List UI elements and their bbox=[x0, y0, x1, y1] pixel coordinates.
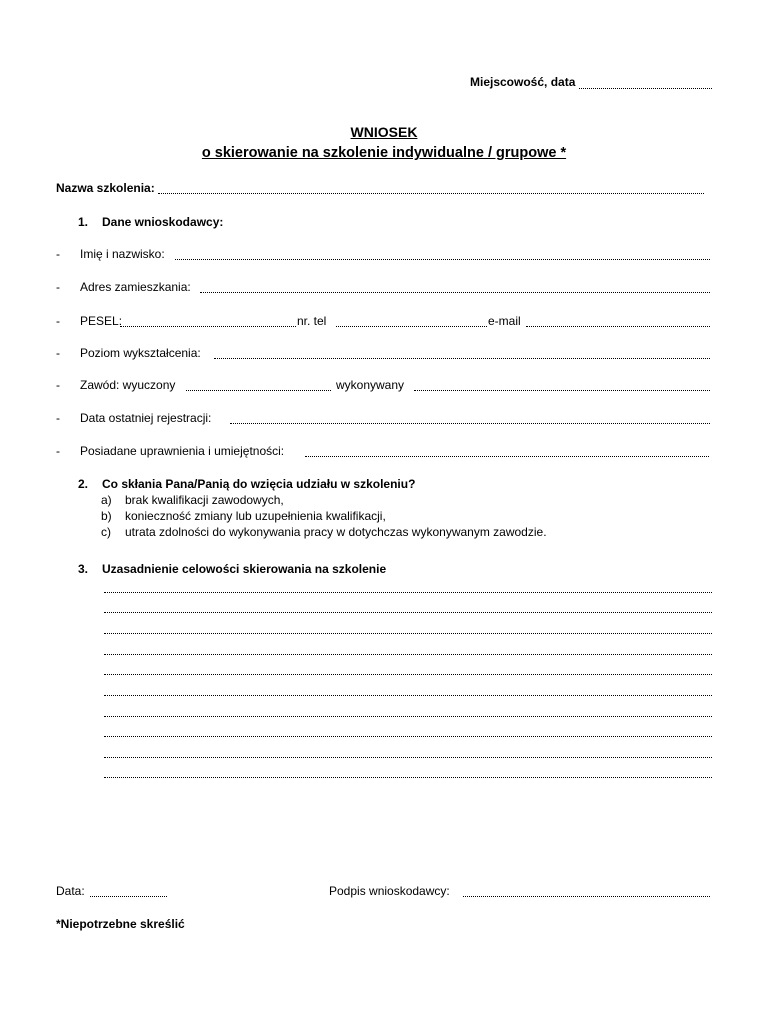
option-a-text: brak kwalifikacji zawodowych, bbox=[125, 493, 284, 507]
section3-heading: Uzasadnienie celowości skierowania na szkolenie bbox=[102, 562, 387, 576]
training-name-label: Nazwa szkolenia: bbox=[56, 181, 155, 195]
last-registration-label: Data ostatniej rejestracji: bbox=[80, 411, 212, 425]
address-label: Adres zamieszkania: bbox=[80, 280, 191, 294]
email-field[interactable] bbox=[526, 326, 710, 327]
education-field[interactable] bbox=[214, 358, 710, 359]
document-subtitle: o skierowanie na szkolenie indywidualne / grupowe * bbox=[201, 145, 567, 161]
pesel-label: PESEL: bbox=[80, 314, 123, 328]
pesel-field[interactable] bbox=[120, 326, 296, 327]
place-date-label: Miejscowość, data bbox=[470, 75, 576, 89]
footnote: *Niepotrzebne skreślić bbox=[56, 917, 185, 931]
qualifications-label: Posiadane uprawnienia i umiejętności: bbox=[80, 444, 285, 458]
option-c-text: utrata zdolności do wykonywania pracy w dotychczas wykonywanym zawodzie. bbox=[125, 525, 547, 539]
justification-line-8[interactable] bbox=[104, 736, 712, 737]
date-field[interactable] bbox=[90, 896, 167, 897]
performed-field[interactable] bbox=[414, 390, 710, 391]
name-label: Imię i nazwisko: bbox=[80, 247, 165, 261]
performed-label: wykonywany bbox=[336, 378, 405, 392]
justification-line-6[interactable] bbox=[104, 695, 712, 696]
profession-label: Zawód: wyuczony bbox=[80, 378, 176, 392]
qualifications-field[interactable] bbox=[305, 456, 709, 457]
training-name-field[interactable] bbox=[158, 193, 704, 194]
justification-line-9[interactable] bbox=[104, 757, 712, 758]
education-label: Poziom wykształcenia: bbox=[80, 346, 201, 360]
section1-heading: Dane wnioskodawcy: bbox=[102, 215, 224, 229]
bullet-dash: - bbox=[56, 378, 60, 392]
bullet-dash: - bbox=[56, 314, 60, 328]
justification-line-3[interactable] bbox=[104, 633, 712, 634]
signature-field[interactable] bbox=[463, 896, 710, 897]
option-a-letter: a) bbox=[101, 493, 112, 507]
profession-field[interactable] bbox=[186, 390, 331, 391]
justification-line-1[interactable] bbox=[104, 592, 712, 593]
bullet-dash: - bbox=[56, 444, 60, 458]
date-label: Data: bbox=[56, 884, 85, 898]
section2-number: 2. bbox=[78, 477, 89, 491]
section1-number: 1. bbox=[78, 215, 89, 229]
justification-line-7[interactable] bbox=[104, 716, 712, 717]
bullet-dash: - bbox=[56, 247, 60, 261]
place-date-field[interactable] bbox=[579, 88, 712, 89]
option-b-text: konieczność zmiany lub uzupełnienia kwalifikacji, bbox=[125, 509, 386, 523]
justification-line-4[interactable] bbox=[104, 654, 712, 655]
bullet-dash: - bbox=[56, 346, 60, 360]
last-registration-field[interactable] bbox=[230, 423, 710, 424]
section2-heading: Co skłania Pana/Panią do wzięcia udziału w szkoleniu? bbox=[102, 477, 416, 491]
justification-line-10[interactable] bbox=[104, 777, 712, 778]
address-field[interactable] bbox=[200, 292, 710, 293]
option-c-letter: c) bbox=[101, 525, 111, 539]
phone-field[interactable] bbox=[336, 326, 487, 327]
phone-label: nr. tel bbox=[297, 314, 327, 328]
option-b-letter: b) bbox=[101, 509, 112, 523]
justification-line-5[interactable] bbox=[104, 674, 712, 675]
email-label: e-mail bbox=[488, 314, 521, 328]
name-field[interactable] bbox=[175, 259, 710, 260]
bullet-dash: - bbox=[56, 280, 60, 294]
bullet-dash: - bbox=[56, 411, 60, 425]
signature-label: Podpis wnioskodawcy: bbox=[329, 884, 450, 898]
document-title: WNIOSEK bbox=[350, 124, 418, 140]
justification-line-2[interactable] bbox=[104, 612, 712, 613]
section3-number: 3. bbox=[78, 562, 89, 576]
